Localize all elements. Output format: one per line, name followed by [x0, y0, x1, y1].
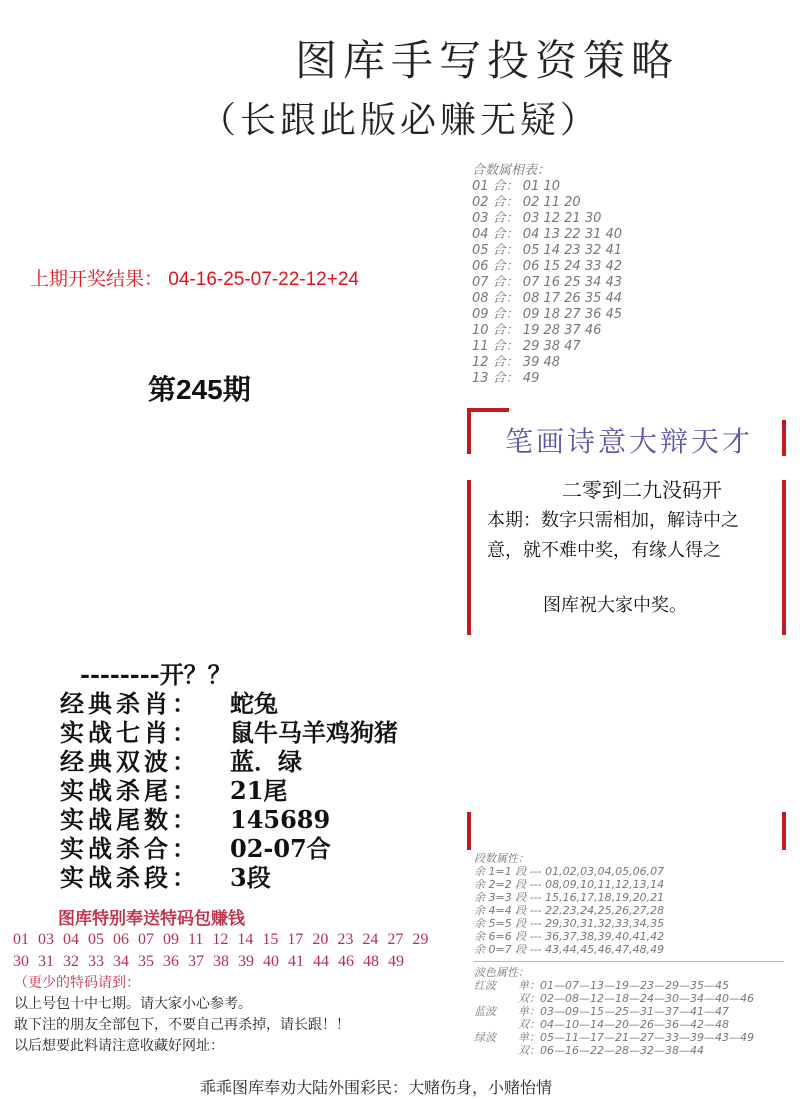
segment-title: 段数属性： [474, 852, 529, 865]
he-table-title: 合数属相表： [472, 163, 551, 178]
he-row: 10 合： 19 28 37 46 [472, 323, 602, 338]
he-row: 06 合： 06 15 24 33 42 [472, 259, 623, 274]
wave-title: 波色属性： [474, 966, 529, 979]
tip-row: 经典杀肖： 蛇兔 [60, 689, 278, 718]
tip-row: 实战尾数： 145689 [60, 805, 331, 834]
gift-numbers: 30 31 32 33 34 35 36 37 38 39 40 41 44 46 48 49 [13, 953, 404, 970]
issue-number: 第245期 [148, 374, 251, 405]
last-draw-value: 04-16-25-07-22-12+24 [168, 269, 359, 290]
page-subtitle: （长跟此版必赚无疑） [200, 100, 601, 141]
he-row: 12 合： 39 48 [472, 355, 561, 370]
wave-row: 蓝波 单： 03—09—15—25—31—37—41—47 [474, 1005, 729, 1018]
gift-note: 以后想要此料请注意收藏好网址： [14, 1038, 224, 1054]
he-row: 08 合： 08 17 26 35 44 [472, 291, 623, 306]
tip-row: 实战七肖： 鼠牛马羊鸡狗猪 [60, 718, 398, 747]
tip-row: 实战杀尾： 21尾 [60, 776, 288, 805]
frame-bar [467, 408, 509, 412]
poem-line: 图库祝大家中奖。 [543, 595, 687, 616]
prediction-tips [60, 660, 398, 892]
wave-table [474, 966, 754, 1057]
he-row: 13 合： 49 [472, 371, 540, 386]
segment-row: 余 6=6 段 --- 36,37,38,39,40,41,42 [474, 930, 665, 943]
he-row: 07 合： 07 16 25 34 43 [472, 275, 623, 290]
tip-row: 实战杀合： 02-07合 [60, 834, 331, 863]
he-row: 01 合： 01 10 [472, 179, 561, 194]
he-row: 11 合： 29 38 47 [472, 339, 581, 354]
tips-header: --------开？？ [80, 660, 232, 689]
he-row: 04 合： 04 13 22 31 40 [472, 227, 623, 242]
poem-title: 笔画诗意大辩天才 [505, 425, 754, 458]
wave-row: 绿波 单： 05—11—17—21—27—33—39—43—49 [474, 1031, 754, 1044]
segment-row: 余 2=2 段 --- 08,09,10,11,12,13,14 [474, 878, 665, 891]
poem-line: 意，就不难中奖，有缘人得之 [487, 540, 721, 561]
segment-row: 余 1=1 段 --- 01,02,03,04,05,06,07 [474, 865, 665, 878]
segment-row: 余 3=3 段 --- 15,16,17,18,19,20,21 [474, 891, 665, 904]
frame-bar [467, 812, 471, 850]
segment-row: 余 4=4 段 --- 22,23,24,25,26,27,28 [474, 904, 665, 917]
he-table [472, 163, 622, 387]
wave-row: 红波 单： 01—07—13—19—23—29—35—45 [474, 979, 729, 992]
segment-table [474, 852, 664, 956]
he-row: 02 合： 02 11 20 [472, 195, 581, 210]
wave-row: 双： 02—08—12—18—24—30—34—40—46 [518, 992, 754, 1005]
frame-bar [467, 480, 471, 635]
tip-row: 实战杀段： 3段 [60, 863, 271, 892]
wave-row: 双： 04—10—14—20—26—36—42—48 [518, 1018, 729, 1031]
gift-note: 以上号包十中七期。请大家小心参考。 [14, 996, 252, 1012]
frame-bar [467, 410, 471, 454]
last-draw-result [30, 264, 359, 291]
segment-row: 余 0=7 段 --- 43,44,45,46,47,48,49 [474, 943, 665, 956]
frame-bar [782, 480, 786, 635]
gift-title: 图库特别奉送特码包赚钱 [58, 909, 245, 929]
tip-row: 经典双波： 蓝．绿 [60, 747, 302, 776]
gift-note: 敢下注的朋友全部包下，不要自己再杀掉，请长跟！！ [14, 1017, 350, 1033]
gift-numbers: 01 03 04 05 06 07 09 11 12 14 15 17 20 23 24 27 29 [13, 931, 429, 948]
he-row: 05 合： 05 14 23 32 41 [472, 243, 623, 258]
he-row: 09 合： 09 18 27 36 45 [472, 307, 623, 322]
frame-bar [782, 420, 786, 456]
poem-line: 本期：数字只需相加，解诗中之 [487, 510, 739, 531]
last-draw-label: 上期开奖结果： [30, 269, 164, 290]
page-title: 图库手写投资策略 [295, 36, 680, 85]
segment-row: 余 5=5 段 --- 29,30,31,32,33,34,35 [474, 917, 665, 930]
footer-text: 乖乖图库奉劝大陆外围彩民：大赌伤身，小赌怡情 [200, 1078, 553, 1097]
poem-line: 二零到二九没码开 [562, 478, 722, 502]
divider [474, 961, 784, 962]
frame-bar [782, 812, 786, 850]
wave-row: 双： 06—16—22—28—32—38—44 [518, 1044, 704, 1057]
he-row: 03 合： 03 12 21 30 [472, 211, 602, 226]
gift-note: （更少的特码请到： [14, 975, 140, 991]
